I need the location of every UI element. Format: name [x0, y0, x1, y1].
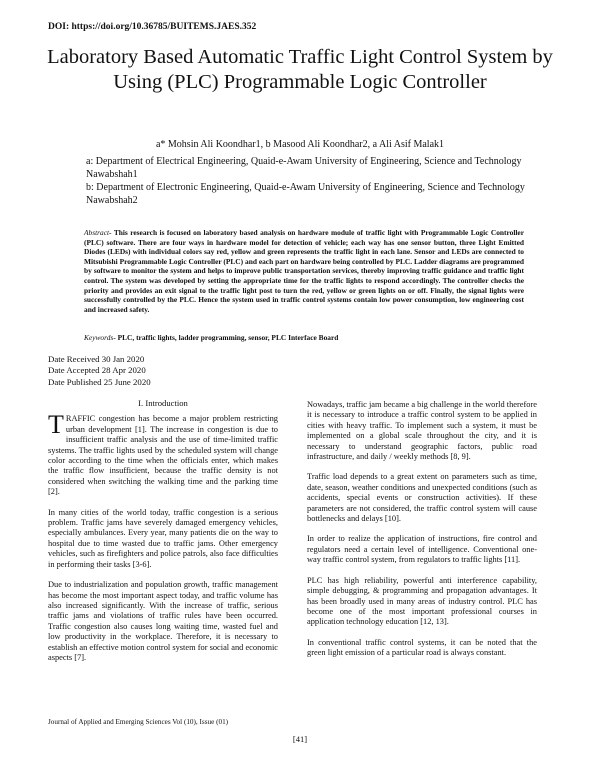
paper-title: Laboratory Based Automatic Traffic Light Control System by Using (PLC) Programmable Logic Controller — [47, 46, 553, 93]
paragraph: In conventional traffic control systems, it can be noted that the green light emission of a particular road is always constant. — [307, 637, 537, 658]
left-column — [48, 398, 278, 673]
drop-cap: T — [48, 410, 64, 440]
paragraph: Due to industrialization and population growth, traffic management has become the most important aspect today, and traffic volume has also increased significantly. With the increase of traffic, serious traffic jams and violations of traffic rules have been occurred. Traffic congestion also causes long waiting time, wasted fuel and low productivity in the workplace. Therefore, it is necessary to establish an effective motion control system for social and economic aspects [7]. — [48, 580, 278, 662]
paragraph: In order to realize the application of instructions, fire control and regulators need a certain level of intelligence. Conventional one-way traffic control system, from regulators to traffic lights [11]. — [307, 534, 537, 565]
page-number: [41] — [292, 734, 308, 744]
doi-line: DOI: https://doi.org/10.36785/BUITEMS.JAES.352 — [48, 22, 257, 32]
paragraph: In many cities of the world today, traffic congestion is a serious problem. Traffic jams have severely damaged emergency vehicles, especially ambulances. Every year, many patients die on the way to hospital due to time wasted due to traffic jams. Other emergency vehicles, such as firefighters and police patrols, also face difficulties in performing their tasks [3-6]. — [48, 507, 278, 569]
abstract — [84, 228, 524, 314]
paragraph — [48, 410, 278, 497]
section-heading: I. Introduction — [138, 398, 188, 408]
keywords-label: Keywords — [84, 333, 114, 342]
date-received: Date Received 30 Jan 2020 — [48, 354, 145, 364]
publication-dates — [48, 354, 151, 388]
date-published: Date Published 25 June 2020 — [48, 376, 151, 387]
paragraph: PLC has high reliability, powerful anti interference capability, simple debugging, & programming and propagation advantages. It has been broadly used in many areas of industry control. PLC has become one of the most important professional courses in application technology education [12, 13]. — [307, 575, 537, 627]
journal-footer: Journal of Applied and Emerging Sciences Vol (10), Issue (01) — [48, 718, 229, 726]
affiliations — [86, 155, 526, 207]
keywords-text: - PLC, traffic lights, ladder programming, sensor, PLC Interface Board — [113, 333, 339, 342]
affiliation-b: b: Department of Electronic Engineering, Quaid-e-Awam University of Engineering, Science and Technology Nawabshah2 — [86, 182, 525, 206]
abstract-text: - This research is focused on laboratory based analysis on hardware module of traffic light with Programmable Logic Controller (PLC) software. There are four ways in hardware model for detection of vehicle; each way has one sensor button, three Light Emitted Diodes (LEDs) with individual colors say red, yellow and green represents the traffic light in each lane. Sensor and LEDs are connected to Mitsubishi Programmable Logic Controller (PLC) and each part on hardware being controlled by PLC. Ladder diagrams are programmed by software to monitor the system and helps to improve public transportation services, thereby improving traffic guidance and traffic light control. The system was developed by setting the appropriate time for the traffic lights to respond accordingly. The controller checks the priority and provides an exit signal to the traffic light post to turn the red, yellow or green lights on or off. Finally, the signal lights were successfully controlled by the PLC. Hence the system used in traffic control systems contain low power consumption, low engineering cost and increased safety. — [84, 228, 524, 314]
author-list: a* Mohsin Ali Koondhar1, b Masood Ali Koondhar2, a Ali Asif Malak1 — [155, 139, 445, 150]
affiliation-a: a: Department of Electrical Engineering, Quaid-e-Awam University of Engineering, Science and Technology Nawabshah1 — [86, 156, 522, 180]
date-accepted: Date Accepted 28 Apr 2020 — [48, 365, 146, 376]
keywords — [84, 333, 338, 342]
abstract-label: Abstract — [84, 228, 110, 237]
paragraph: Traffic load depends to a great extent on parameters such as time, date, season, weather conditions and unexpected conditions (such as accidents, special events or construction activities). If these parameters are not considered, the traffic control system will cause bottlenecks and delays [10]. — [307, 472, 537, 524]
paragraph-text: RAFFIC congestion has become a major problem restricting urban development [1]. The increase in congestion is due to insufficient traffic analysis and the use of time-limited traffic systems. The traffic lights used by the scheduled system will change color according to the time when the officials enter, which makes the traffic flow insufficient, because the traffic density is not considered when switching the walking time and the parking time [2]. — [48, 414, 278, 497]
paragraph: Nowadays, traffic jam became a big challenge in the world therefore it is necessary to introduce a traffic control system to be applied in cities with heavy traffic. To implement such a system, it must be implemented on a global scale throughout the city, and it is necessary to understand geographic factors, public road infrastructure, and daily / weekly methods [8, 9]. — [307, 400, 537, 462]
right-column — [307, 400, 537, 669]
